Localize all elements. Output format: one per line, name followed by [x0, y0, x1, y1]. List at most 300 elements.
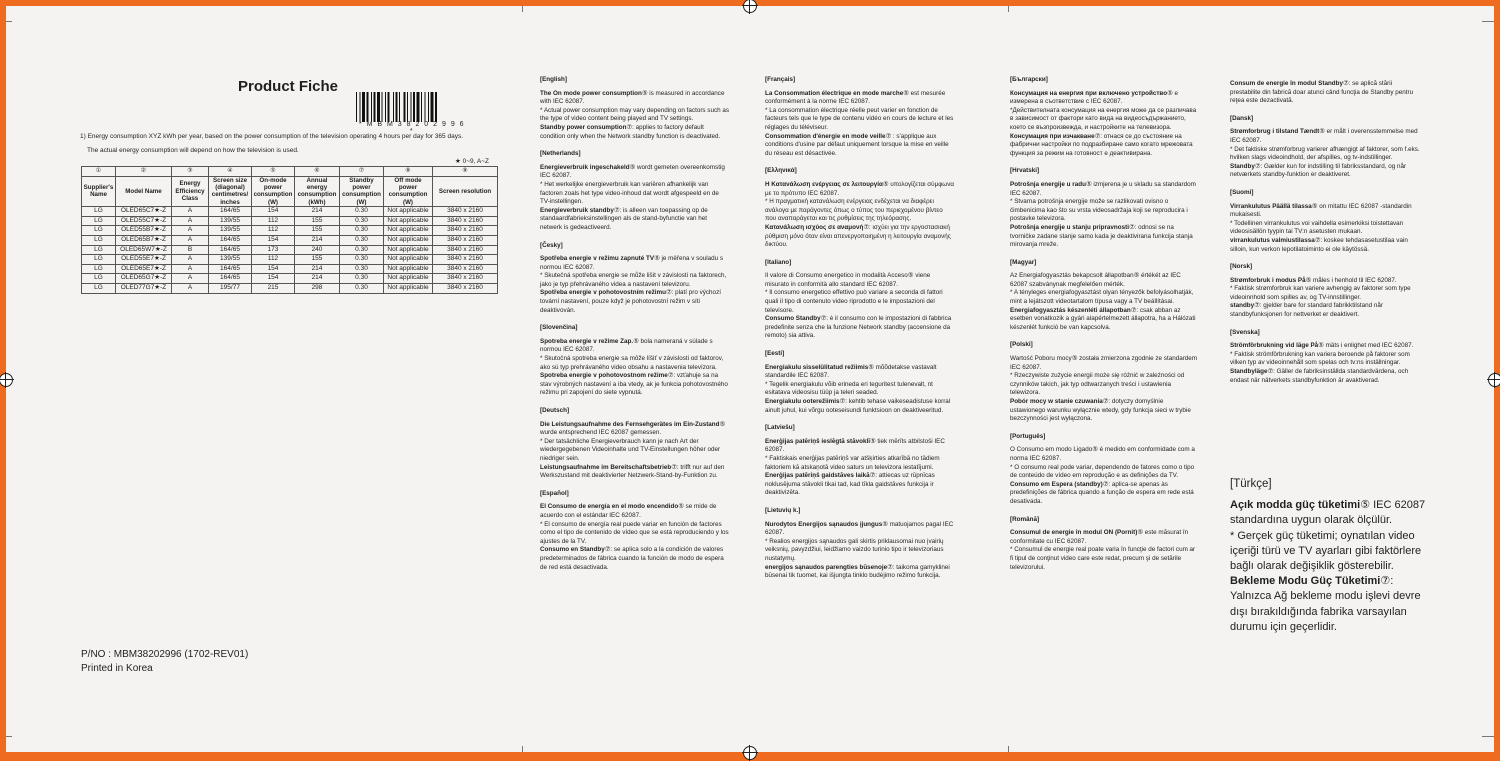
table-cell: OLED77G7★-Z — [116, 283, 172, 293]
table-cell: A — [172, 236, 209, 246]
term: Консумация при изчакване — [1010, 132, 1095, 140]
language-section — [1010, 76, 1200, 158]
column-header: Supplier's Name — [82, 176, 116, 207]
table-row — [82, 274, 498, 284]
table-cell: 3840 x 2160 — [433, 255, 498, 265]
paragraph — [1010, 133, 1200, 159]
paragraph-text: ⑤ matuojamos pagal IEC 62087. — [765, 520, 954, 537]
paragraph-text: ⑤ je měřena v souladu s normou IEC 62087. — [540, 255, 724, 271]
table-cell: 0.30 — [340, 255, 384, 265]
paragraph-text: * Skutočná spotreba energie sa môže líšiť v závislosti od faktorov, ako sú typ prehrávaného video obsahu a nastavenia televízora. — [540, 355, 724, 371]
paragraph — [1230, 342, 1420, 351]
product-fiche-title: Product Fiche — [238, 78, 339, 95]
table-cell: A — [172, 264, 209, 274]
table-cell: 173 — [252, 245, 295, 255]
paragraph — [1010, 289, 1200, 306]
table-cell: 112 — [252, 216, 295, 226]
term: Potrošnja energije u stanju pripravnosti — [1010, 223, 1129, 231]
paragraph — [765, 398, 955, 415]
paragraph-text: ⑤ er målt i overensstemmelse med IEC 62087. — [1230, 128, 1418, 144]
column-header: On-mode power consumption (W) — [252, 176, 295, 207]
paragraph — [1010, 464, 1200, 481]
barcode-text: * M B M 3 8 2 0 2 9 9 6 * — [358, 121, 466, 135]
paragraph — [1010, 446, 1200, 463]
paragraph-text: ⑦: applies to factory default condition only when the Network standby function is deactivated. — [540, 123, 721, 140]
term: The On mode power consumption — [540, 89, 642, 97]
paragraph-text: * Η πραγματική κατανάλωση ενέργειας ενδέχεται να διαφέρει ανάλογα με παράγοντες όπως ο τύπος του περιεχομένου βίντεο που αναπαράγεται και τις ρυθμίσεις της τηλεόρασης. — [765, 198, 943, 223]
language-section — [540, 242, 730, 316]
paragraph-text: ⑤ se mide de acuerdo con el estándar IEC 62087. — [540, 503, 717, 519]
paragraph — [540, 107, 730, 124]
paragraph — [1010, 398, 1200, 424]
paragraph — [540, 372, 730, 398]
term: standby — [1230, 302, 1255, 310]
section-heading: [Türkçe] — [1230, 478, 1272, 490]
part-number: P/NO : MBM38202996 (1702-REV01) — [81, 649, 249, 660]
table-cell: 0.30 — [340, 283, 384, 293]
term: Standby power consumption — [540, 123, 627, 131]
paragraph — [1230, 277, 1420, 286]
paragraph-text: ⑦: is alleen van toepassing op de standaardfabrieksinstellingen als de stand-byfunctie van het netwerk is gedeactiveerd. — [540, 206, 708, 231]
paragraph-text: ⑦: отнася се до състояние на фабрични настройки по подразбиране само когато мрежовата функция за режим на готовност е деактивирана. — [1010, 132, 1193, 157]
table-cell: LG — [82, 274, 116, 284]
column-header: Model Name — [116, 176, 172, 207]
language-section — [765, 167, 955, 249]
table-cell: 3840 x 2160 — [433, 274, 498, 284]
paragraph-text: ⑦: se aplica solo a la condición de valores predeterminados de fábrica cuando la función de modo de espera de red está desactivada. — [540, 546, 724, 571]
language-section — [1010, 259, 1200, 333]
registration-mark-icon — [0, 373, 13, 387]
section-heading: [Dansk] — [1230, 114, 1254, 122]
language-section — [1230, 115, 1420, 180]
paragraph-text: * Stvarna potrošnja energije može se razlikovati ovisno o čimbenicima kao što su vrsta videosadržaja koji se reproducira i postavke televizora. — [1010, 198, 1188, 223]
section-heading: [Slovenčina] — [540, 324, 578, 332]
paragraph-text: ⑦: platí pro výchozí tovární nastavení, pouze když je pohotovostní režim v síti deaktivován. — [540, 289, 721, 314]
paragraph — [540, 521, 730, 547]
crop-mark — [1482, 21, 1494, 22]
paragraph — [765, 364, 955, 381]
section-heading: [Español] — [540, 489, 569, 497]
paragraph-text: *Действителната консумация на енергия може да се различава в зависимост от фактори като вида на видеосъдържанието, което се възпроизвежда, и настройките на телевизора. — [1010, 106, 1197, 131]
term: Nurodytos Energijos sąnaudos įjungus — [765, 520, 883, 528]
paragraph — [765, 438, 955, 455]
table-row — [82, 226, 498, 236]
paragraph — [765, 198, 955, 224]
table-cell: LG — [82, 226, 116, 236]
paragraph-text: * Faktisk strømforbruk kan variere avhengig av faktorer som type videoinnhold som spilles av, og TV-innstillinger. — [1230, 285, 1411, 301]
table-cell: 0.30 — [340, 274, 384, 284]
column-header: Screen resolution — [433, 176, 498, 207]
paragraph — [765, 381, 955, 398]
paragraph — [540, 181, 730, 207]
section-turkce — [1230, 477, 1430, 635]
paragraph — [765, 272, 955, 289]
term: Die Leistungsaufnahme des Fernsehgerätes im Ein-Zustand — [540, 420, 720, 428]
paragraph — [1010, 546, 1200, 572]
term: Bekleme Modu Güç Tüketimi — [1230, 575, 1381, 588]
section-heading: [Български] — [1010, 76, 1048, 83]
section-heading: [Eesti] — [765, 350, 785, 358]
paragraph — [1010, 90, 1200, 107]
term: Spotreba energie v pohotovostnom režime — [540, 372, 668, 380]
table-cell: Not applicable — [384, 226, 433, 236]
term: Strømforbruk i modus På — [1230, 276, 1306, 284]
paragraph-text: ⑦: Yalnızca Ağ bekleme modu işlevi devre dışı bırakıldığında fabrika varsayılan durumu için geçerlidir. — [1230, 575, 1421, 633]
paragraph — [765, 521, 955, 538]
language-section — [765, 259, 955, 341]
paragraph-text: ⑤ е измерена в съответствие с IEC 62087. — [1010, 89, 1178, 106]
energy-note: 1) Energy consumption XYZ kWh per year, based on the power consumption of the television operating 4 hours per day for 365 days. — [80, 133, 463, 140]
crop-mark — [522, 6, 523, 12]
section-heading: [Latviešu] — [765, 424, 795, 432]
paragraph — [765, 455, 955, 472]
paragraph-text: * Det faktiske strømforbrug varierer afhængigt af faktorer, som f.eks. hvilken slags videoindhold, der afspilles, og tv-indstillinger. — [1230, 145, 1420, 162]
paragraph — [1010, 307, 1200, 333]
paragraph-text: ⑦: gjelder bare for standard fabrikktilstand når standbyfunksjonen for nettverket er deaktivert. — [1230, 302, 1384, 319]
paragraph — [765, 538, 955, 564]
barcode — [356, 92, 468, 122]
section-heading: [Česky] — [540, 241, 563, 249]
term: Energiakulu ooterežiimis — [765, 398, 840, 405]
section-heading: [Português] — [1010, 432, 1046, 440]
paragraph-text: * La consommation électrique réelle peut varier en fonction de facteurs tels que le type de contenu vidéo en cours de lecture et les réglages du téléviseur. — [765, 106, 954, 131]
section-heading: [Lietuvių k.] — [765, 506, 801, 514]
paragraph — [540, 546, 730, 572]
paragraph-text: ⑦: se aplică stării prestabilite din fabrică doar atunci când funcţia de Standby pentru reţea este dezactivată. — [1230, 80, 1414, 105]
paragraph — [540, 421, 730, 438]
paragraph-text: ⑦ : s'applique aux conditions d'usine par défaut uniquement lorsque la mise en veille du réseau est désactivée. — [765, 132, 949, 157]
language-column-2 — [765, 76, 955, 590]
paragraph — [765, 107, 955, 133]
language-section — [765, 424, 955, 498]
table-cell: Not applicable — [384, 264, 433, 274]
term: Η Κατανάλωση ενέργειας σε λειτουργία — [765, 180, 883, 188]
column-number-row — [82, 167, 498, 177]
paragraph — [1230, 351, 1420, 368]
table-cell: LG — [82, 264, 116, 274]
column-number: ⑧ — [384, 167, 433, 177]
table-cell: 3840 x 2160 — [433, 283, 498, 293]
paragraph — [1230, 203, 1420, 220]
table-row — [82, 245, 498, 255]
paragraph — [540, 503, 730, 520]
paragraph — [1010, 372, 1200, 398]
section-heading: [Hrvatski] — [1010, 167, 1040, 175]
column-number: ② — [116, 167, 172, 177]
table-cell: 155 — [295, 255, 340, 265]
paragraph-text: * A tényleges energiafogyasztást olyan tényezők befolyásolhatják, mint a lejátszott videotartalom típusa vagy a TV beállításai. — [1010, 289, 1194, 306]
term: Consumul de energie în modul ON (Pornit) — [1010, 529, 1138, 537]
language-column-3 — [1010, 76, 1200, 581]
paragraph-text: ⑦: taikoma gamyklinei būsenai tik tuomet, kai išjungta tinklo budėjimo režimo funkcija. — [765, 563, 950, 580]
language-section — [540, 407, 730, 481]
table-cell: 164/65 — [209, 236, 252, 246]
column-number: ① — [82, 167, 116, 177]
paragraph-text: ⑤ est mesurée conformément à la norme IEC 62087. — [765, 89, 946, 106]
paragraph — [1010, 181, 1200, 198]
paragraph — [1010, 355, 1200, 372]
energy-note-actual: The actual energy consumption will depend on how the television is used. — [87, 147, 299, 154]
paragraph-text: Az Energiafogyasztás bekapcsolt állapotban⑤ értékét az IEC 62087 szabványnak megfelelően mérték. — [1010, 272, 1181, 288]
section-heading: [Deutsch] — [540, 407, 570, 414]
term: Leistungsaufnahme im Bereitschaftsbetrieb — [540, 463, 672, 471]
paragraph-text: ⑤ mõõdetakse vastavalt standardile IEC 62087. — [765, 363, 937, 380]
paragraph — [1010, 198, 1200, 224]
paragraph-text: ⑦: aplica-se apenas às predefinições de fábrica quando a função de espera em rede está desativada. — [1010, 480, 1194, 505]
table-row — [82, 283, 498, 293]
column-number: ⑦ — [340, 167, 384, 177]
language-section — [1230, 189, 1420, 254]
term: Strömförbrukning vid läge På — [1230, 342, 1319, 350]
table-cell: 0.30 — [340, 207, 384, 217]
table-cell: OLED65W7★-Z — [116, 245, 172, 255]
paragraph-text: ⑤ mäts i enlighet med IEC 62087. — [1318, 342, 1414, 350]
table-cell: 3840 x 2160 — [433, 264, 498, 274]
product-fiche-table — [81, 166, 498, 294]
table-cell: 139/55 — [209, 216, 252, 226]
table-cell: 155 — [295, 216, 340, 226]
paragraph — [765, 181, 955, 198]
term: Standbyläge — [1230, 368, 1268, 376]
paragraph-text: ⑦: kehtib tehase vaikeseadistuse korral ainult juhul, kui võrgu ooteseisundi funktsioon on deaktiveeritud. — [765, 398, 951, 414]
paragraph — [540, 272, 730, 289]
term: Strømforbrug i tilstand Tændt — [1230, 128, 1320, 136]
term: Consommation d'énergie en mode veille — [765, 132, 886, 140]
table-cell: Not applicable — [384, 255, 433, 265]
paragraph — [1230, 146, 1420, 163]
paragraph-text: ⑦: odnosi se na tvorničke zadane stanje samo kada je deaktivirana funkcija stanja mirovanja mreže. — [1010, 223, 1193, 249]
language-section — [1010, 167, 1200, 249]
term: Spotreba energie v režime Zap. — [540, 337, 634, 345]
paragraph — [1230, 285, 1420, 302]
table-cell: 3840 x 2160 — [433, 216, 498, 226]
term: Energieverbruik standby — [540, 206, 614, 214]
term: Açık modda güç tüketimi — [1230, 499, 1361, 512]
language-section — [540, 150, 730, 232]
term: Enerģijas patēriņš ieslēgtā stāvoklī — [765, 437, 870, 445]
table-cell: OLED65B7★-Z — [116, 236, 172, 246]
language-section — [1230, 80, 1420, 106]
table-cell: OLED65C7★-Z — [116, 207, 172, 217]
language-section — [1010, 516, 1200, 573]
table-cell: 240 — [295, 245, 340, 255]
table-cell: 0.30 — [340, 245, 384, 255]
paragraph — [765, 224, 955, 250]
language-section — [540, 490, 730, 572]
paragraph-text: ⑤ wurde entsprechend IEC 62087 gemessen. — [540, 420, 726, 437]
term: Spotřeba energie v pohotovostním režimu — [540, 289, 666, 297]
table-cell: 3840 x 2160 — [433, 207, 498, 217]
table-row — [82, 255, 498, 265]
column-header: Annual energy consumption (kWh) — [295, 176, 340, 207]
section-heading: [Svenska] — [1230, 328, 1260, 336]
paragraph — [765, 90, 955, 107]
table-cell: Not applicable — [384, 245, 433, 255]
section-heading: [Français] — [765, 76, 796, 83]
paragraph — [1230, 368, 1420, 385]
paragraph-text: * Consumul de energie real poate varia în funcţie de factori cum ar fi tipul de conţinut video care este redat, precum şi de setările televizorului. — [1010, 546, 1196, 571]
language-section — [1010, 433, 1200, 507]
section-heading: [Italiano] — [765, 258, 792, 266]
paragraph — [1010, 481, 1200, 507]
term: Energiakulu sisselülitatud režiimis — [765, 363, 869, 371]
table-cell: 214 — [295, 236, 340, 246]
paragraph — [540, 255, 730, 272]
paragraph — [1230, 163, 1420, 180]
paragraph-text: ⑦: ισχύει για την εργοστασιακή ρύθμιση μόνο όταν είναι απενεργοποιημένη η λειτουργία αναμονής δικτύου. — [765, 223, 951, 249]
language-section — [1010, 341, 1200, 423]
term: Energieverbruik ingeschakeld — [540, 163, 630, 171]
table-cell: 0.30 — [340, 236, 384, 246]
table-cell: LG — [82, 236, 116, 246]
paragraph — [1010, 107, 1200, 133]
column-header: Off mode power consumption (W) — [384, 176, 433, 207]
language-section — [765, 76, 955, 158]
term: virrankulutus valmiustilassa — [1230, 236, 1315, 244]
paragraph — [540, 124, 730, 141]
paragraph-text: Il valore di Consumo energetico in modalità Acceso⑤ viene misurato in conformità allo standard IEC 62087. — [765, 272, 931, 288]
paragraph-text: * Der tatsächliche Energieverbrauch kann je nach Art der wiedergegebenen Videoinhalte und TV-Einstellungen höher oder niedriger sein. — [540, 437, 721, 462]
table-cell: LG — [82, 245, 116, 255]
table-cell: 112 — [252, 226, 295, 236]
paragraph-text: * Il consumo energetico effettivo può variare a seconda di fattori quali il tipo di contenuto video riprodotto e le impostazioni del televisore. — [765, 289, 943, 314]
table-cell: LG — [82, 283, 116, 293]
term: La Consommation électrique en mode marche — [765, 89, 904, 97]
language-section — [1230, 263, 1420, 320]
table-cell: 3840 x 2160 — [433, 245, 498, 255]
crop-mark — [1482, 736, 1494, 737]
table-cell: A — [172, 226, 209, 236]
language-section — [540, 76, 730, 141]
table-cell: 0.30 — [340, 264, 384, 274]
model-wildcard-note: ★ 0~9, A~Z — [455, 158, 490, 165]
paragraph — [540, 355, 730, 372]
table-cell: 214 — [295, 274, 340, 284]
table-cell: Not applicable — [384, 216, 433, 226]
paragraph — [540, 90, 730, 107]
crop-mark — [1008, 6, 1009, 12]
paragraph-text: ⑤ bola nameraná v súlade s normou IEC 62087. — [540, 337, 713, 354]
paragraph-text: ⑤ IEC 62087 standardına uygun olarak ölçülür. — [1230, 499, 1426, 527]
table-cell: 154 — [252, 274, 295, 284]
paragraph — [765, 564, 955, 581]
table-cell: OLED65G7★-Z — [116, 274, 172, 284]
table-cell: Not applicable — [384, 283, 433, 293]
table-row — [82, 236, 498, 246]
paragraph-text: ⑤ tiek mērīts atbilstoši IEC 62087. — [765, 437, 945, 454]
language-section — [540, 324, 730, 398]
term: Spotřeba energie v režimu zapnuté TV — [540, 255, 655, 263]
paragraph-text: ⑦: attiecas uz rūpnīcas noklusējuma stāvokli tikai tad, kad tīkla gaidstāves funkcija ir deaktivizēta. — [765, 472, 935, 497]
paragraph — [1230, 498, 1430, 528]
language-section — [1230, 329, 1420, 386]
table-cell: A — [172, 216, 209, 226]
column-number: ⑨ — [433, 167, 498, 177]
table-cell: 298 — [295, 283, 340, 293]
paragraph — [1230, 574, 1430, 635]
paragraph-text: ⑤ este măsurat în conformitate cu IEC 62087. — [1010, 529, 1189, 545]
paragraph-text: ⑤ wordt gemeten overeenkomstig IEC 62087. — [540, 163, 725, 180]
paragraph — [1230, 529, 1430, 575]
paragraph — [765, 472, 955, 498]
paragraph-text: * Rzeczywiste zużycie energii może się różnić w zależności od czynników takich, jak typ odtwarzanych treści i ustawienia telewizora. — [1010, 372, 1185, 397]
paragraph — [540, 164, 730, 181]
paragraph-text: * Todellinen virrankulutus voi vaihdella esimerkiksi toistettavan videosisällön tyypin tai TV:n asetusten mukaan. — [1230, 219, 1404, 236]
section-heading: [Netherlands] — [540, 150, 581, 158]
term: El Consumo de energía en el modo encendido — [540, 503, 679, 511]
table-cell: 154 — [252, 264, 295, 274]
section-heading: [Ελληνικά] — [765, 167, 797, 175]
column-number: ③ — [172, 167, 209, 177]
table-row — [82, 264, 498, 274]
paragraph-text: ⑦: koskee tehdasasetustilaa vain silloin, kun verkon lepotilatoiminto ei ole käytössä. — [1230, 236, 1408, 253]
table-cell: B — [172, 245, 209, 255]
crop-mark — [1008, 746, 1009, 752]
table-cell: LG — [82, 216, 116, 226]
crop-mark — [522, 746, 523, 752]
table-cell: 164/65 — [209, 207, 252, 217]
language-column-4 — [1230, 80, 1420, 394]
table-cell: OLED55C7★-Z — [116, 216, 172, 226]
paragraph-text: ⑤ måles i henhold til IEC 62087. — [1305, 276, 1397, 284]
printed-in: Printed in Korea — [81, 663, 153, 674]
table-cell: LG — [82, 255, 116, 265]
term: Consumo Standby — [765, 315, 821, 323]
paragraph-text: ⑤ on mitattu IEC 62087 -standardin mukaisesti. — [1230, 202, 1412, 219]
table-cell: 164/65 — [209, 245, 252, 255]
table-cell: A — [172, 274, 209, 284]
table-cell: Not applicable — [384, 207, 433, 217]
crop-mark — [6, 736, 12, 737]
paragraph — [765, 133, 955, 159]
paragraph-text: * Tegelik energiakulu võib erineda eri teguritest tulenevalt, nt esitatava videosisu tüüp ja teleri seaded. — [765, 380, 933, 397]
table-row — [82, 216, 498, 226]
paragraph-text: ⑦: Gælder kun for indstilling til fabriksstandard, og når netværkets standby-funktion er deaktiveret. — [1230, 162, 1407, 179]
section-heading: [Norsk] — [1230, 263, 1253, 271]
paragraph-text: * El consumo de energía real puede variar en función de factores como el tipo de contenido de vídeo que se está reproduciendo y los ajustes de la TV. — [540, 520, 729, 545]
table-cell: 154 — [252, 236, 295, 246]
paragraph-text: ⑤ is measured in accordance with IEC 62087. — [540, 89, 725, 106]
paragraph — [540, 289, 730, 315]
column-number: ⑤ — [252, 167, 295, 177]
paragraph-text: ⑦: trifft nur auf den Werkszustand mit deaktivierter Netzwerk-Stand-by-Funktion zu. — [540, 463, 725, 480]
paragraph-text: * O consumo real pode variar, dependendo de fatores como o tipo de conteúdo de vídeo em reprodução e as definições da TV. — [1010, 463, 1195, 480]
table-cell: A — [172, 207, 209, 217]
paragraph-text: Wartość Poboru mocy⑤ została zmierzona zgodnie ze standardem IEC 62087. — [1010, 355, 1198, 371]
table-cell: LG — [82, 207, 116, 217]
paragraph — [540, 438, 730, 464]
paragraph-text: * Faktisk strömförbrukning kan variera beroende på faktorer som vilken typ av videoinnehåll som spelas och tv:ns inställningar. — [1230, 350, 1410, 367]
term: Consumo en Standby — [540, 546, 605, 554]
table-cell: 164/65 — [209, 264, 252, 274]
paragraph — [1230, 128, 1420, 145]
column-number: ⑥ — [295, 167, 340, 177]
paragraph — [1230, 80, 1420, 106]
table-cell: 215 — [252, 283, 295, 293]
term: Energiafogyasztás készenléti állapotban — [1010, 306, 1131, 314]
column-number: ④ — [209, 167, 252, 177]
paragraph-text: * Actual power consumption may vary depending on factors such as the type of video content being played and TV settings. — [540, 106, 730, 123]
section-heading: [Magyar] — [1010, 258, 1037, 266]
language-section — [765, 350, 955, 415]
term: Консумация на енергия при включено устройство — [1010, 89, 1168, 97]
paragraph-text: ⑦: csak abban az esetben vonatkozik a gyári alapértelmezett állapotra, ha a Hálózati készenlét funkció be van kapcsolva. — [1010, 306, 1196, 331]
term: Consumo em Espera (standby) — [1010, 480, 1103, 488]
paragraph — [540, 464, 730, 481]
paragraph — [765, 315, 955, 341]
table-cell: 0.30 — [340, 216, 384, 226]
table-cell: 154 — [252, 207, 295, 217]
